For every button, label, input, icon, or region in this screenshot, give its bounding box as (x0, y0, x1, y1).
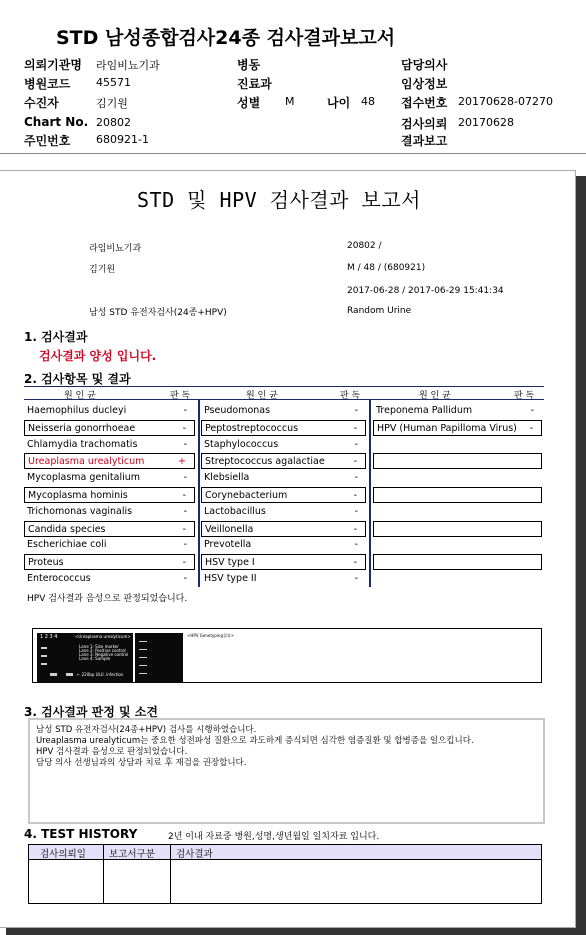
report-dates: 2017-06-28 / 2017-06-29 15:41:34 (347, 286, 504, 296)
result-row (201, 487, 366, 503)
judgement-mark: - (353, 422, 357, 434)
gel-band (139, 665, 147, 666)
report-specimen: Random Urine (347, 306, 412, 316)
pathogen-name: Peptostreptococcus (205, 422, 299, 434)
pathogen-name: Ureaplasma urealyticum (28, 456, 145, 468)
judgement-mark: - (353, 456, 357, 468)
result-row (201, 420, 366, 436)
value-institution: 라임비뇨기과 (96, 59, 160, 72)
pathogen-name: Enterococcus (27, 573, 91, 584)
gel-band (139, 657, 147, 658)
col3-pathogen-header: 원 인 균 (419, 391, 451, 401)
result-row (373, 420, 542, 436)
table-divider-1 (198, 400, 200, 587)
result-row (24, 437, 195, 453)
value-hospital-code: 45571 (96, 76, 131, 89)
opinion-line: 담당 의사 선생님과의 상담과 치료 후 재검을 권장합니다. (36, 758, 247, 768)
judgement-mark: - (353, 523, 357, 535)
opinion-box (28, 718, 545, 824)
judgement-mark: - (183, 405, 187, 416)
opinion-line: 남성 STD 유전자검사(24종+HPV) 검사를 시행하였습니다. (36, 725, 257, 735)
gel-image-hpv (135, 633, 183, 683)
pathogen-name: HPV (Human Papilloma Virus) (377, 422, 517, 434)
pathogen-name: Escherichiae coli (27, 539, 107, 551)
section1-heading: 1. 검사결과 (24, 330, 88, 344)
value-sex: M (285, 95, 295, 108)
col1-judge-header: 판 독 (170, 391, 191, 401)
result-row (24, 537, 195, 553)
history-col-divider (170, 845, 171, 903)
report-main-title: STD 남성종합검사24종 검사결과보고서 (56, 27, 396, 49)
result-row (24, 521, 195, 537)
judgement-mark: - (182, 557, 186, 569)
empty-result-slot (373, 453, 542, 469)
report-sex-age: M / 48 / (680921) (347, 263, 426, 273)
report-test-name: 남성 STD 유전자검사(24종+HPV) (89, 308, 227, 318)
judgement-mark: - (354, 539, 358, 551)
label-result-report: 결과보고 (401, 134, 448, 148)
result-row (201, 571, 366, 587)
gel-band (139, 649, 147, 650)
result-row (24, 571, 195, 587)
pathogen-name: Corynebacterium (205, 490, 288, 501)
pathogen-name: Veillonella (205, 523, 254, 535)
gel-band (41, 655, 47, 657)
result-row (24, 470, 195, 486)
label-age: 나이 (327, 96, 351, 110)
pathogen-name: HSV type I (205, 557, 255, 569)
pathogen-name: Lactobacillus (204, 505, 266, 517)
judgement-mark: - (182, 490, 186, 501)
judgement-mark: - (353, 557, 357, 569)
result-row (201, 521, 366, 537)
label-patient: 수진자 (24, 96, 59, 110)
value-chart-no: 20802 (96, 116, 131, 129)
pathogen-name: Pseudomonas (204, 405, 271, 416)
history-col-divider (103, 845, 104, 903)
judgement-mark: - (183, 573, 187, 584)
gel-band (50, 673, 57, 676)
gel-legend-2: Lane 2: Positive control (79, 648, 126, 653)
gel-band (139, 641, 147, 642)
history-col-report-type: 보고서구분 (109, 849, 155, 860)
empty-result-slot (373, 487, 542, 503)
pathogen-name: Mycoplasma genitalium (27, 472, 141, 484)
gel-image-panel (32, 628, 542, 683)
pathogen-name: Klebsiella (204, 472, 250, 484)
page-shadow-right (576, 176, 586, 928)
result-row (373, 403, 542, 419)
gel-hpv-label: <HPV Genotyping결과> (187, 633, 235, 638)
pathogen-name: Proteus (28, 557, 64, 569)
gel-band (41, 647, 47, 649)
label-clinical-info: 임상정보 (401, 77, 448, 91)
gel-lane-numbers: 1 2 3 4 (40, 634, 58, 640)
gel-image-ureaplasma (37, 633, 133, 683)
page-shadow-bottom (6, 928, 586, 935)
judgement-mark: - (183, 472, 187, 484)
label-receipt-no: 접수번호 (401, 96, 448, 110)
section4-heading: 4. TEST HISTORY (24, 827, 138, 841)
history-table-header (29, 845, 541, 860)
pathogen-name: Trichomonas vaginalis (27, 505, 133, 517)
result-row (24, 420, 195, 436)
table-divider-2 (369, 400, 371, 587)
value-receipt-no: 20170628-07270 (458, 95, 553, 108)
label-ward: 병동 (237, 58, 261, 72)
report-institution: 라임비뇨기과 (89, 244, 142, 254)
value-request-date: 20170628 (458, 116, 514, 129)
judgement-mark: - (530, 405, 534, 416)
result-row (201, 504, 366, 520)
opinion-line: HPV 검사결과 음성으로 판정되었습니다. (36, 747, 188, 757)
judgement-mark: + (178, 456, 186, 468)
gel-label: <Ureaplasma urealyticum> (75, 634, 131, 639)
pathogen-name: Candida species (28, 523, 106, 535)
test-history-table (28, 844, 542, 904)
col3-judge-header: 판 독 (514, 391, 535, 401)
pathogen-name: Streptococcus agalactiae (205, 456, 325, 468)
judgement-mark: - (354, 438, 358, 450)
result-row (201, 453, 366, 469)
label-sex: 성별 (237, 96, 261, 110)
section2-heading: 2. 검사항목 및 결과 (24, 372, 131, 386)
history-note: 2년 이내 자료중 병원,성명,생년월일 일치자료 입니다. (168, 832, 380, 842)
label-doctor: 담당의사 (401, 58, 448, 72)
gel-legend-3: Lane 3: Negative control (79, 652, 129, 657)
result-row (201, 470, 366, 486)
value-age: 48 (361, 95, 375, 108)
judgement-mark: - (182, 422, 186, 434)
pathogen-name: HSV type II (204, 573, 257, 584)
empty-result-slot (373, 521, 542, 537)
judgement-mark: - (183, 438, 187, 450)
gel-legend-4: Lane 4: Sample (79, 656, 111, 661)
judgement-mark: - (354, 472, 358, 484)
empty-result-slot (373, 554, 542, 570)
label-institution: 의뢰기관명 (24, 58, 82, 72)
result-row (24, 403, 195, 419)
gel-band (139, 673, 147, 674)
judgement-mark: - (529, 422, 533, 434)
judgement-mark: - (354, 573, 358, 584)
col2-pathogen-header: 원 인 균 (246, 391, 278, 401)
col2-judge-header: 판 독 (340, 391, 361, 401)
pathogen-name: Prevotella (204, 539, 252, 551)
pathogen-name: Chlamydia trachomatis (27, 438, 138, 450)
label-request-date: 검사의뢰 (401, 117, 448, 131)
pathogen-name: Haemophilus ducleyi (27, 405, 127, 416)
result-row (24, 453, 195, 469)
judgement-mark: - (354, 405, 358, 416)
label-resident-no: 주민번호 (24, 134, 71, 148)
opinion-line: Ureaplasma urealyticum는 중요한 성전파성 질환으로 과도하게 증식되면 심각한 염증질환 및 합병증을 일으킵니다. (36, 736, 474, 746)
report-patient: 김기원 (89, 265, 116, 275)
judgement-mark: - (183, 505, 187, 517)
gel-legend-1: Lane 1: Size marker (79, 644, 119, 649)
judgement-mark: - (354, 505, 358, 517)
pathogen-name: Treponema Pallidum (376, 405, 473, 416)
pathogen-name: Staphylococcus (204, 438, 279, 450)
result-row (201, 437, 366, 453)
section1-result: 검사결과 양성 입니다. (39, 349, 157, 363)
gel-band (66, 673, 73, 676)
result-row (24, 487, 195, 503)
judgement-mark: - (182, 523, 186, 535)
result-row (24, 554, 195, 570)
value-patient: 김기원 (96, 97, 128, 110)
label-hospital-code: 병원코드 (24, 77, 71, 91)
header-divider (0, 153, 586, 154)
report-chart-no: 20802 / (347, 241, 382, 251)
hpv-note: HPV 검사결과 음성으로 판정되었습니다. (27, 594, 188, 604)
results-table-header (24, 386, 544, 400)
label-chart-no: Chart No. (24, 115, 89, 129)
history-col-result: 검사결과 (176, 849, 213, 860)
history-col-request-date: 검사의뢰일 (40, 849, 86, 860)
section3-heading: 3. 검사결과 판정 및 소견 (24, 705, 158, 719)
col1-pathogen-header: 원 인 균 (64, 391, 96, 401)
result-row (201, 537, 366, 553)
gel-band-note: ← 220bp ULU. infection (77, 672, 124, 677)
pathogen-name: Neisseria gonorrhoeae (28, 422, 136, 434)
result-row (201, 403, 366, 419)
result-row (24, 504, 195, 520)
report-title: STD 및 HPV 검사결과 보고서 (137, 188, 421, 212)
value-resident-no: 680921-1 (96, 133, 149, 146)
result-row (201, 554, 366, 570)
judgement-mark: - (183, 539, 187, 551)
judgement-mark: - (353, 490, 357, 501)
gel-band (41, 663, 47, 665)
pathogen-name: Mycoplasma hominis (28, 490, 128, 501)
label-department: 진료과 (237, 77, 272, 91)
